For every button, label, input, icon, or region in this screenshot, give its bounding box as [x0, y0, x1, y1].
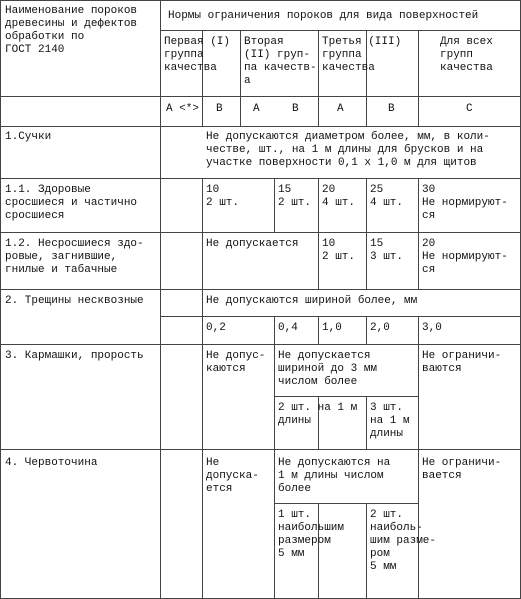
- row-unsound-knots-a3: 10 2 шт.: [322, 238, 356, 263]
- row-unsound-knots-b3: 15 3 шт.: [370, 238, 404, 263]
- row-cracks-text: Не допускаются шириной более, мм: [206, 295, 418, 307]
- row-knots-text: Не допускаются диаметром более, мм, в коли- честве, шт., на 1 м длины для брусков и на участке поверхности 0,1 x 1,0 м для щитов: [206, 131, 490, 169]
- subheader-a3: А: [337, 103, 344, 115]
- row-cracks-name: 2. Трещины несквозные: [5, 295, 144, 307]
- row-cracks-a3: 1,0: [322, 322, 342, 334]
- subheader-b2: В: [292, 103, 299, 115]
- row-unsound-knots-b1-b2: Не допускается: [206, 238, 299, 250]
- row-wormholes-name: 4. Червоточина: [5, 457, 98, 469]
- header-group-all: Для всех групп качества: [440, 36, 493, 74]
- row-pockets-c: Не ограничи- ваются: [422, 350, 502, 375]
- row-sound-knots-b3: 25 4 шт.: [370, 184, 404, 209]
- row-pockets-mid-b: 3 шт. на 1 м длины: [370, 402, 410, 440]
- row-unsound-knots-c: 20 Не нормируют- ся: [422, 238, 508, 276]
- row-cracks-b2: 0,4: [278, 322, 298, 334]
- row-pockets-mid-a: 2 шт. на 1 м длины: [278, 402, 358, 427]
- row-sound-knots-name: 1.1. Здоровые сросшиеся и частично сросшиеся: [5, 184, 138, 222]
- row-sound-knots-a3: 20 4 шт.: [322, 184, 356, 209]
- subheader-c: С: [466, 103, 473, 115]
- header-group-1: Первая (I) группа качества: [164, 36, 231, 74]
- row-wormholes-mid-a: 1 шт. наибольшим размером 5 мм: [278, 509, 345, 560]
- header-group-2: Вторая (II) груп- па качеств- а: [244, 36, 317, 87]
- row-unsound-knots-name: 1.2. Несросшиеся здо- ровые, загнившие, гнилые и табачные: [5, 238, 144, 276]
- subheader-b1: В: [216, 103, 223, 115]
- row-sound-knots-b1: 10 2 шт.: [206, 184, 240, 209]
- row-pockets-name: 3. Кармашки, прорость: [5, 350, 144, 362]
- subheader-a2: А: [253, 103, 260, 115]
- header-names-column: Наименование пороков древесины и дефектов обработки по ГОСТ 2140: [5, 5, 138, 56]
- row-cracks-b3: 2,0: [370, 322, 390, 334]
- row-cracks-b1: 0,2: [206, 322, 226, 334]
- subheader-a1: А <*>: [166, 103, 200, 115]
- row-cracks-c: 3,0: [422, 322, 442, 334]
- header-group-3: Третья (III) группа качества: [322, 36, 402, 74]
- row-pockets-b1: Не допус- каются: [206, 350, 266, 375]
- row-wormholes-mid: Не допускаются на 1 м длины числом более: [278, 457, 391, 495]
- row-pockets-mid: Не допускается шириной до 3 мм числом более: [278, 350, 378, 388]
- row-wormholes-b1: Не допуска- ется: [206, 457, 259, 495]
- row-wormholes-c: Не ограничи- вается: [422, 457, 502, 482]
- row-sound-knots-b2: 15 2 шт.: [278, 184, 312, 209]
- row-wormholes-mid-b: 2 шт. наиболь- шим разме- ром 5 мм: [370, 509, 437, 573]
- row-knots-name: 1.Сучки: [5, 131, 52, 143]
- row-sound-knots-c: 30 Не нормируют- ся: [422, 184, 508, 222]
- header-norms-title: Нормы ограничения пороков для вида поверхностей: [168, 10, 479, 22]
- subheader-b3: В: [388, 103, 395, 115]
